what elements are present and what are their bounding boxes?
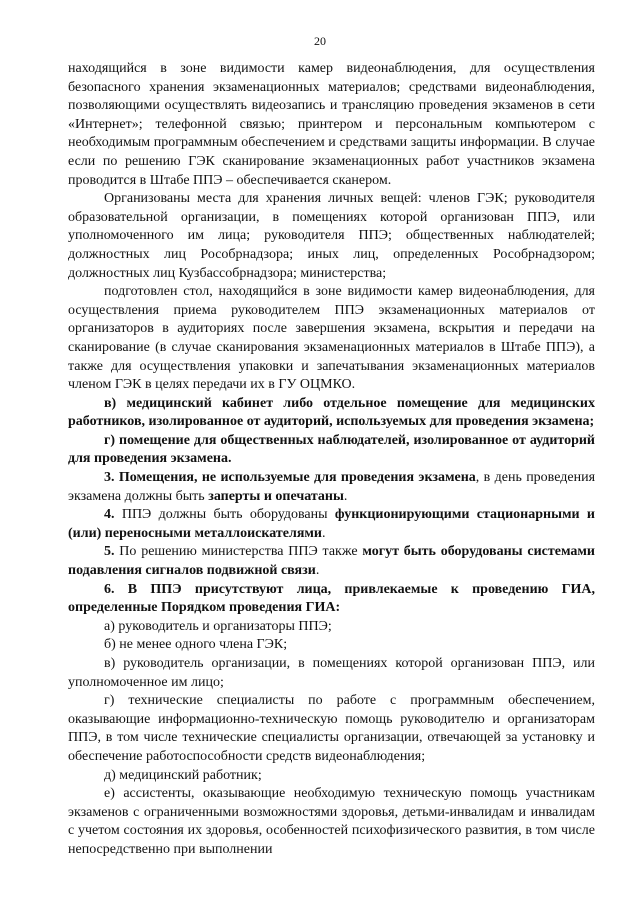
- bold-text-run: г) помещение для общественных наблюдателей, изолированное от аудиторий для проведения экзамена.: [68, 432, 595, 467]
- paragraph: [68, 618, 595, 637]
- paragraph: [68, 469, 595, 506]
- text-run: е) ассистенты, оказывающие необходимую техническую помощь участникам экзаменов с ограниченными возможностями здоровья, детьми-инвалидам и инвалидам с учетом состояния их здоровья, особенностей психофизического развития, в том числе непосредственно при выполнении: [68, 786, 595, 857]
- text-run: Организованы места для хранения личных вещей: членов ГЭК; руководителя образовательной организации, в помещениях которой организован ППЭ, или уполномоченного им лица; руководителя ППЭ; общественных наблюдателей; должностных лиц Рособрнадзора; иных лиц, определенных Рособрнадзором; должностных лиц Кузбассобрнадзора; министерства;: [68, 191, 595, 281]
- paragraph: [68, 543, 595, 580]
- text-run: , в день проведения экзамена должны быть: [68, 470, 596, 504]
- bold-text-run: в) медицинский кабинет либо отдельное помещение для медицинских работников, изолированное от аудиторий, используемых для проведения экзамена;: [68, 395, 595, 430]
- text-run: г) технические специалисты по работе с программным обеспечением, оказывающие информационно-техническую помощь руководителю и организаторам ППЭ, в том числе технические специалисты организации, отвечающей за установку и обеспечение работоспособности средств видеонаблюдения;: [68, 693, 595, 764]
- paragraph: [68, 506, 595, 543]
- paragraph: [68, 581, 595, 618]
- text-run: По решению министерства ППЭ также: [114, 544, 363, 560]
- text-run: находящийся в зоне видимости камер видеонаблюдения, для осуществления безопасного хранения экзаменационных материалов; средствами видеонаблюдения, позволяющими осуществлять видеозапись и трансляцию проведения экзаменов в сети «Интернет»; телефонной связью; принтером и персональным компьютером с необходимым программным обеспечением и средствами защиты информации. В случае если по решению ГЭК сканирование экзаменационных работ участников экзамена проводится в Штабе ППЭ – обеспечивается сканером.: [68, 61, 595, 188]
- text-run: .: [322, 525, 326, 541]
- document-body: [68, 60, 595, 860]
- page-number: 20: [314, 34, 326, 48]
- paragraph: [68, 60, 595, 190]
- paragraph: [68, 432, 595, 469]
- text-run: .: [343, 488, 348, 504]
- text-run: ППЭ должны быть оборудованы: [114, 507, 335, 523]
- bold-text-run: 6. В ППЭ присутствуют лица, привлекаемые к проведению ГИА, определенные Порядком проведения ГИА:: [68, 581, 595, 616]
- paragraph: [68, 636, 595, 655]
- bold-text-run: 3. Помещения, не используемые для проведения экзамена: [104, 470, 476, 486]
- paragraph: [68, 283, 595, 395]
- paragraph: [68, 767, 595, 786]
- bold-text-run: заперты и опечатаны: [208, 488, 344, 504]
- paragraph: [68, 190, 595, 283]
- text-run: .: [315, 563, 320, 579]
- bold-text-run: 5.: [104, 544, 115, 560]
- paragraph: [68, 692, 595, 766]
- text-run: а) руководитель и организаторы ППЭ;: [104, 618, 332, 634]
- text-run: подготовлен стол, находящийся в зоне видимости камер видеонаблюдения, для осуществления приема руководителем ППЭ экзаменационных материалов от организаторов в аудиториях после завершения экзамена, вскрытия и передачи на сканирование (в случае сканирования экзаменационных материалов в Штабе ППЭ), а также для осуществления упаковки и запечатывания экзаменационных материалов членом ГЭК в целях передачи их в ГУ ОЦМКО.: [68, 284, 595, 393]
- bold-text-run: 4.: [104, 507, 115, 523]
- text-run: б) не менее одного члена ГЭК;: [104, 637, 288, 653]
- bold-text-run: могут быть оборудованы системами подавления сигналов подвижной связи: [68, 544, 595, 579]
- paragraph: [68, 785, 595, 859]
- text-run: в) руководитель организации, в помещениях которой организован ППЭ, или уполномоченное им лицо;: [68, 656, 595, 690]
- paragraph: [68, 395, 595, 432]
- paragraph: [68, 655, 595, 692]
- bold-text-run: функционирующими стационарными и (или) переносными металлоискателями: [68, 507, 595, 541]
- text-run: д) медицинский работник;: [104, 767, 262, 783]
